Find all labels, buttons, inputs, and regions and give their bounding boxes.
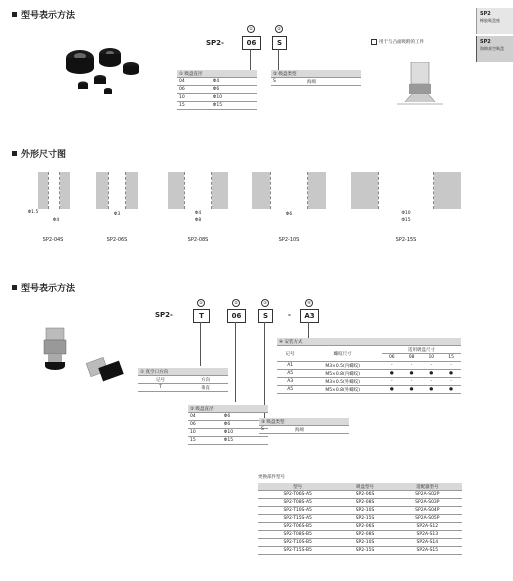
- table-cell: A5: [277, 386, 303, 394]
- table-diameter: [177, 70, 257, 110]
- side-tab-sponge[interactable]: [476, 36, 513, 62]
- table-cell: 06: [382, 354, 402, 362]
- table-cell: SP2-06S: [337, 491, 392, 499]
- table-col-header: 适配器型号: [393, 483, 462, 491]
- table-cell: SP2-15S: [337, 547, 392, 555]
- table-col-header: 适用吸盘尺寸: [382, 346, 461, 354]
- dimension-label: Φ10: [401, 211, 411, 216]
- table-cell: ●: [402, 370, 422, 378]
- table-cell: SP2-06S: [337, 523, 392, 531]
- table-cell: S: [259, 426, 293, 434]
- table-cell: A1: [277, 362, 303, 370]
- table-cell: -: [441, 362, 461, 370]
- table-direction: [138, 368, 228, 392]
- side-tab-rubber[interactable]: [476, 8, 513, 34]
- table-cell: SP2-T06S-A5: [258, 491, 337, 499]
- table-cell: SP2A-S12: [393, 523, 462, 531]
- table-cell: SP2-T06S-B5: [258, 523, 337, 531]
- table-cell: Φ15: [211, 102, 257, 110]
- dimension-label: Φ15: [401, 218, 411, 223]
- dimension-label: Φ4: [194, 211, 202, 216]
- table-cell: 记号: [138, 376, 183, 384]
- checkbox-icon: [371, 39, 377, 45]
- circle-marker: ②: [275, 25, 283, 33]
- table-cell: Φ10: [211, 94, 257, 102]
- table-cell: ●: [421, 370, 441, 378]
- part-name: SP2-15S: [395, 237, 417, 243]
- dimension-hole: [48, 172, 60, 209]
- table-cell: Φ15: [222, 437, 268, 445]
- table-cell: 15: [188, 437, 222, 445]
- table-cell: SP2A-S03P: [393, 499, 462, 507]
- table-cell: ●: [441, 370, 461, 378]
- bullet-square-icon: [12, 12, 17, 17]
- dimension-hole: [184, 172, 212, 209]
- bullet-square-icon: [12, 151, 17, 156]
- table-cell: SP2-T10S-A5: [258, 507, 337, 515]
- table-cell: M3×0.5(外螺纹): [303, 378, 382, 386]
- table-cell: SP2-10S: [337, 507, 392, 515]
- code-direction: T: [193, 309, 210, 323]
- part-name: SP2-06S: [106, 237, 128, 243]
- table-cell: 06: [188, 421, 222, 429]
- table-cell: ●: [382, 386, 402, 394]
- part-name: SP2-08S: [187, 237, 209, 243]
- table-cell: M3×0.5(内螺纹): [303, 362, 382, 370]
- table-cell: 08: [402, 354, 422, 362]
- dimension-label: Φ6: [285, 212, 293, 217]
- table-header: ① 真空口方向: [138, 368, 228, 376]
- bullet-square-icon: [12, 285, 17, 290]
- circle-marker: ④: [305, 299, 313, 307]
- circle-marker: ③: [261, 299, 269, 307]
- table-col-header: 型号: [258, 483, 337, 491]
- table-cell: SP2-08S: [337, 531, 392, 539]
- table-cell: 海绵: [293, 426, 349, 434]
- section-title: [12, 147, 66, 160]
- table-cell: 垂直: [183, 384, 228, 392]
- table-cell: SP2-T08S-B5: [258, 531, 337, 539]
- model-prefix: SP2-: [155, 311, 173, 319]
- table-cell: 10: [421, 354, 441, 362]
- table-type: [259, 418, 349, 434]
- section-title-text: 型号表示方法: [21, 11, 76, 21]
- table-cell: -: [382, 362, 402, 370]
- table-col-header: 吸盘型号: [337, 483, 392, 491]
- table-cell: ●: [402, 386, 422, 394]
- table-cell: M5×0.8(外螺纹): [303, 386, 382, 394]
- table-cell: M5×0.8(内螺纹): [303, 370, 382, 378]
- section-title-text: 型号表示方法: [21, 284, 76, 294]
- table-header: ④ 安装方式: [277, 338, 461, 346]
- side-tab-sub: 海绵真空吸盘: [480, 45, 504, 51]
- table-cell: SP2A-S05P: [393, 515, 462, 523]
- table-cell: -: [382, 378, 402, 386]
- table-cell: ●: [441, 386, 461, 394]
- dimension-label: Φ4: [52, 218, 60, 223]
- table-header: ③ 吸盘类型: [259, 418, 349, 426]
- dimension-label: Φ8: [194, 218, 202, 223]
- product-photo-fittings: [36, 326, 132, 388]
- table-cell: A5: [277, 370, 303, 378]
- dimension-hole: [378, 172, 434, 209]
- code-type: S: [272, 36, 287, 50]
- code-diameter: 06: [242, 36, 261, 50]
- table-cell: SP2-08S: [337, 499, 392, 507]
- table-cell: 06: [177, 86, 211, 94]
- table-cell: SP2-T10S-B5: [258, 539, 337, 547]
- table-cell: 10: [188, 429, 222, 437]
- table-mount: [277, 338, 461, 394]
- circle-marker: ①: [197, 299, 205, 307]
- section-title: [12, 8, 75, 21]
- table-cell: 方向: [183, 376, 228, 384]
- convex-workpiece-diagram: [395, 62, 445, 110]
- table-cell: SP2-10S: [337, 539, 392, 547]
- table-cell: SP2-T15S-A5: [258, 515, 337, 523]
- table-cell: SP2A-S04P: [393, 507, 462, 515]
- table-cell: SP2A-S02P: [393, 491, 462, 499]
- table-col-header: 螺纹尺寸: [303, 346, 382, 362]
- table-replacement-parts: [258, 483, 462, 555]
- table-cell: SP2-T15S-B5: [258, 547, 337, 555]
- code-mount: A3: [300, 309, 319, 323]
- table-cell: Φ6: [222, 413, 268, 421]
- dimension-label: Φ1.5: [27, 210, 39, 215]
- table-cell: Φ6: [222, 421, 268, 429]
- side-tab-code: SP2: [480, 39, 491, 45]
- circle-marker: ②: [232, 299, 240, 307]
- section-title-text: 外形尺寸图: [21, 150, 67, 160]
- dimension-label: Φ3: [113, 212, 121, 217]
- table-cell: T: [138, 384, 183, 392]
- table-cell: SP2A-S15: [393, 547, 462, 555]
- code-dash: -: [288, 311, 291, 319]
- table-cell: 04: [177, 78, 211, 86]
- parts-title: 更换部件型号: [258, 475, 285, 480]
- dimension-hole: [108, 172, 126, 209]
- side-tab-sub: 橡胶吸盘座: [480, 17, 500, 23]
- part-name: SP2-04S: [42, 237, 64, 243]
- table-cell: -: [421, 362, 441, 370]
- note-convex: [371, 39, 424, 45]
- table-header: ② 吸盘直径: [188, 405, 268, 413]
- table-cell: A3: [277, 378, 303, 386]
- table-type: [271, 70, 361, 86]
- section-title: [12, 281, 75, 294]
- side-tab-code: SP2: [480, 11, 491, 17]
- table-cell: 15: [441, 354, 461, 362]
- table-diameter: [188, 405, 268, 445]
- table-cell: ●: [421, 386, 441, 394]
- model-prefix: SP2-: [206, 39, 224, 47]
- table-cell: ●: [382, 370, 402, 378]
- table-cell: 15: [177, 102, 211, 110]
- table-cell: 海绵: [305, 78, 361, 86]
- table-cell: 10: [177, 94, 211, 102]
- circle-marker: ①: [247, 25, 255, 33]
- table-cell: Φ4: [211, 78, 257, 86]
- note-text: 用于与凸面吸附的工件: [379, 40, 424, 45]
- table-cell: SP2-T08S-A5: [258, 499, 337, 507]
- product-photo-pads: [58, 38, 148, 98]
- table-cell: S: [271, 78, 305, 86]
- table-cell: -: [402, 362, 422, 370]
- table-cell: SP2A-S14: [393, 539, 462, 547]
- code-diameter: 06: [227, 309, 246, 323]
- part-name: SP2-10S: [278, 237, 300, 243]
- table-header: ② 吸盘类型: [271, 70, 361, 78]
- table-cell: SP2-15S: [337, 515, 392, 523]
- dimension-hole: [270, 172, 308, 209]
- table-cell: SP2A-S13: [393, 531, 462, 539]
- code-type: S: [258, 309, 273, 323]
- table-cell: Φ6: [211, 86, 257, 94]
- table-cell: -: [421, 378, 441, 386]
- table-col-header: 记号: [277, 346, 303, 362]
- table-cell: Φ10: [222, 429, 268, 437]
- table-header: ① 吸盘直径: [177, 70, 257, 78]
- table-cell: -: [441, 378, 461, 386]
- table-cell: 04: [188, 413, 222, 421]
- table-cell: -: [402, 378, 422, 386]
